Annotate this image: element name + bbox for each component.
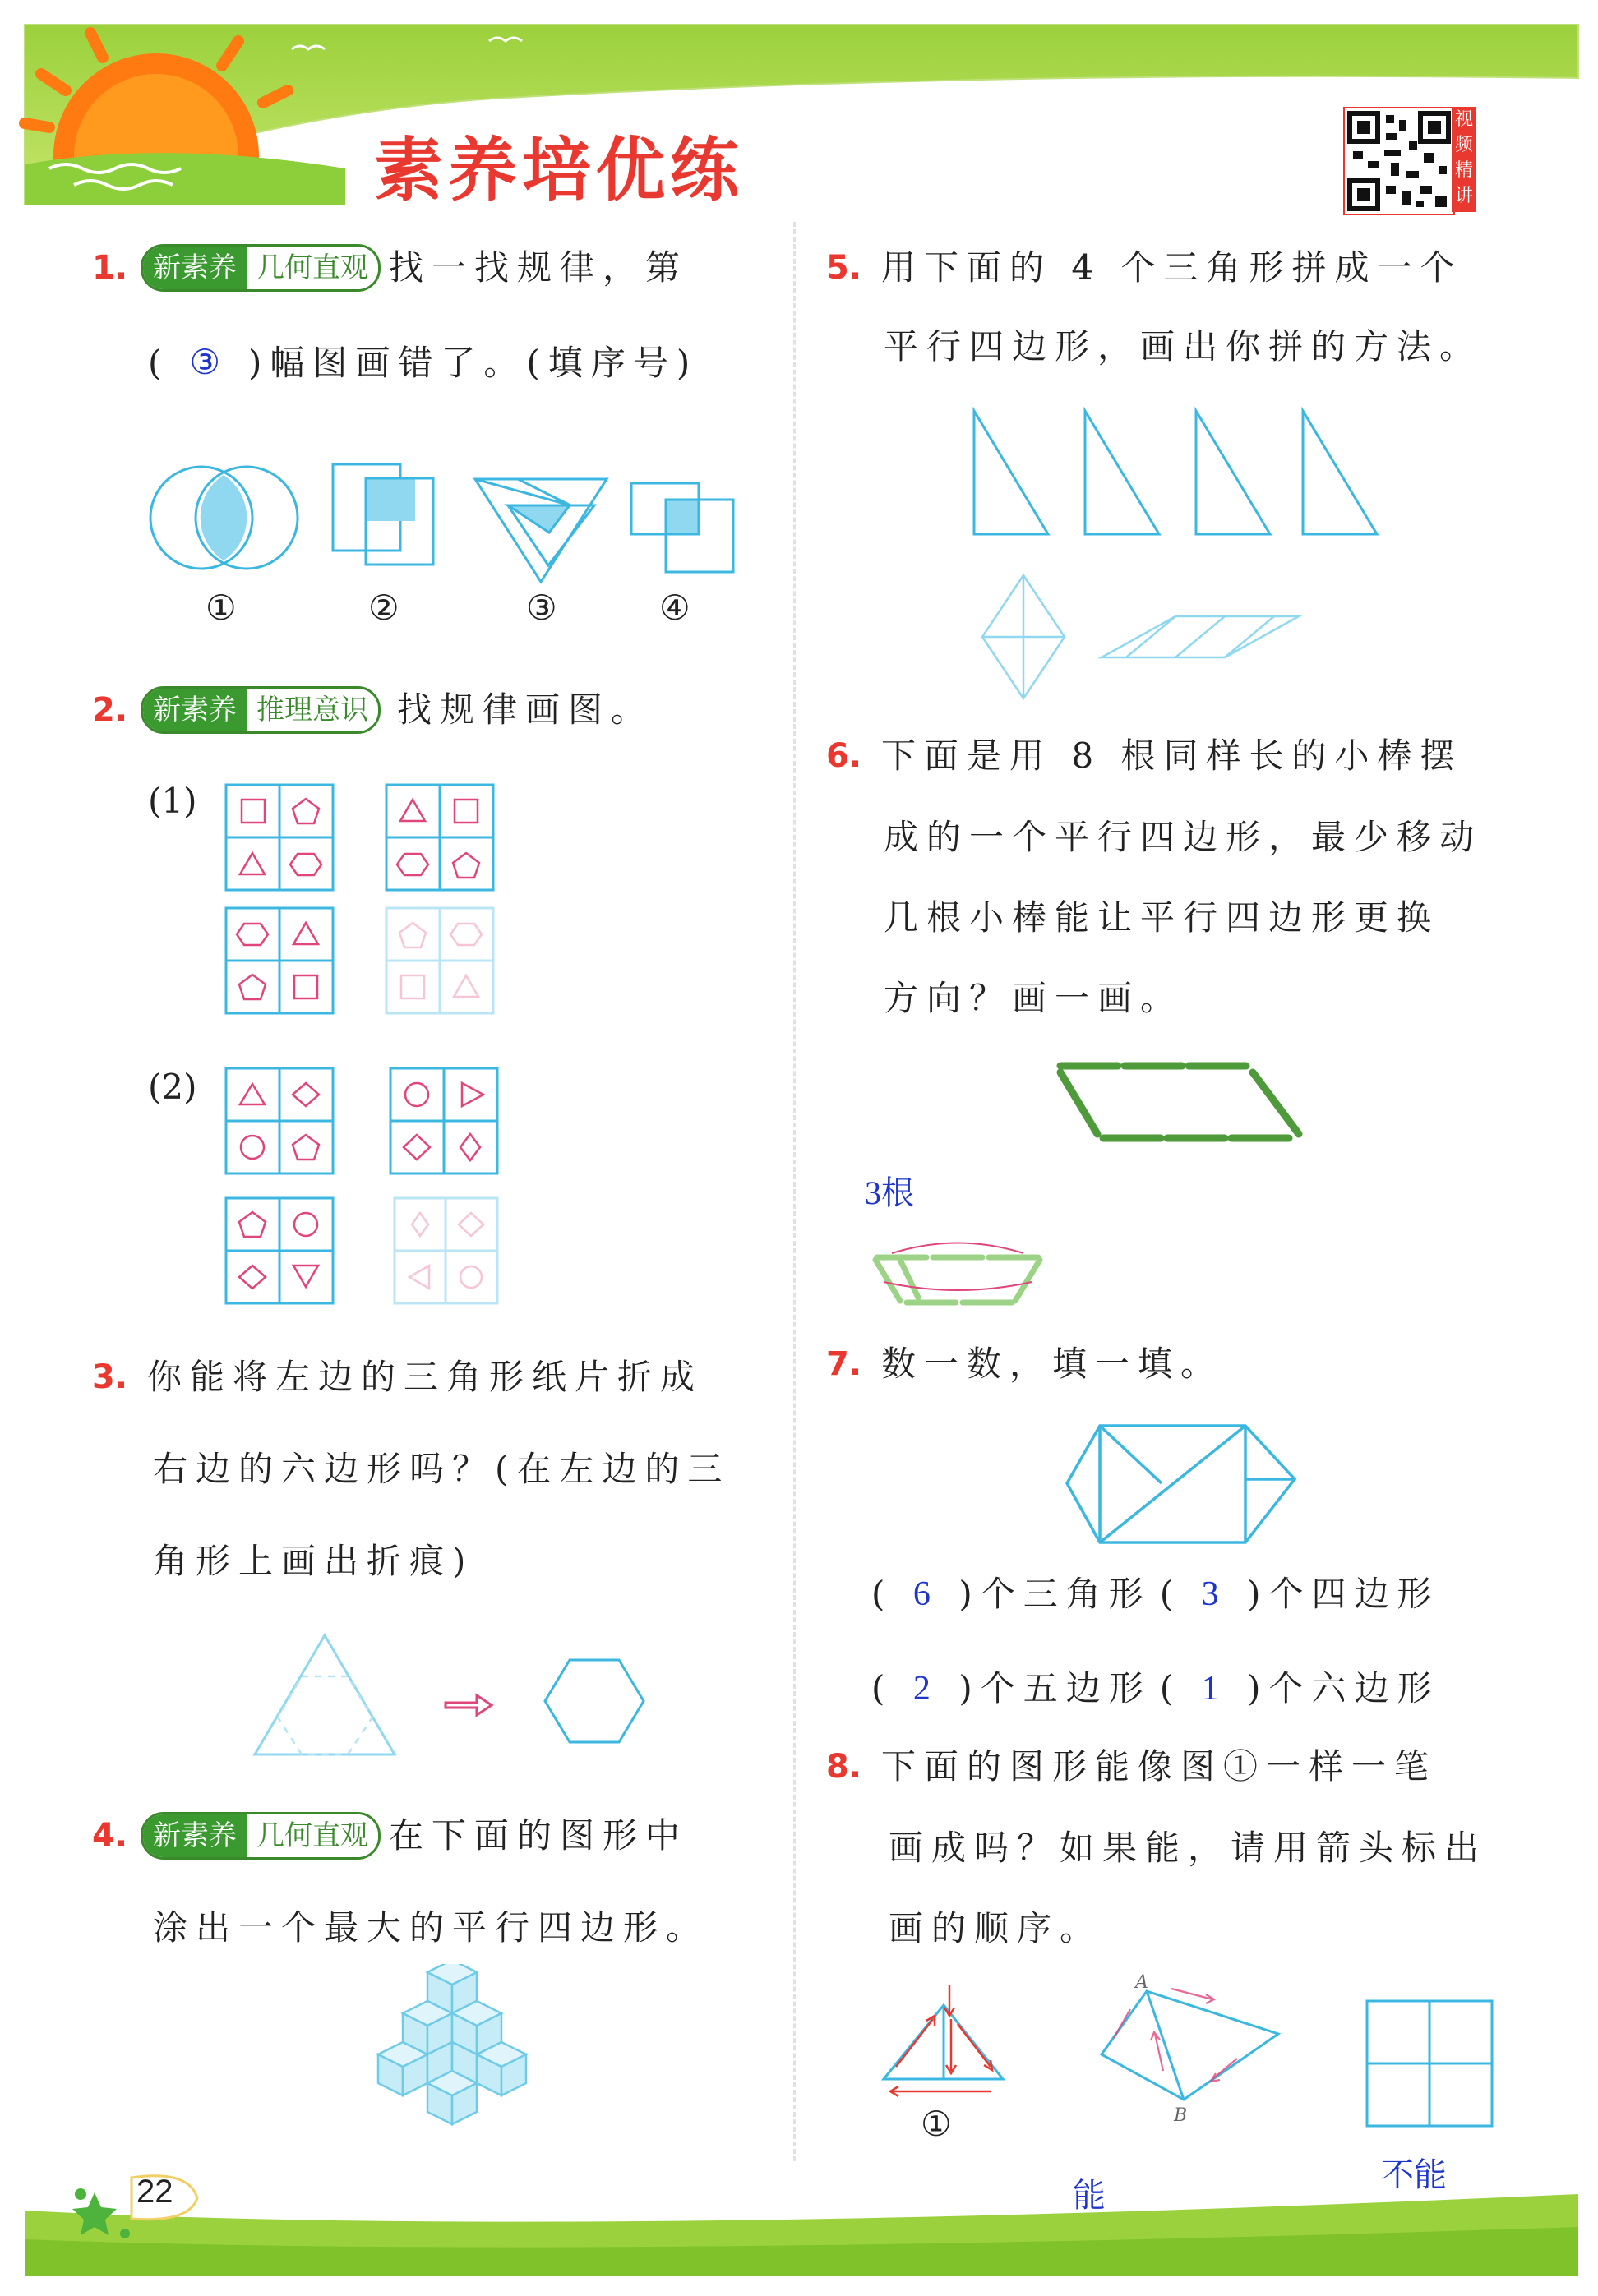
q1-paren-open: (	[148, 343, 170, 383]
q7-hexagons-label: )个六边形	[1247, 1668, 1440, 1708]
q6-line-3: 几根小棒能让平行四边形更换	[884, 897, 1440, 938]
q8-fig-label: ①	[921, 2104, 952, 2144]
q7-pentagons-label: )个五边形	[958, 1668, 1152, 1708]
q8-answer-1[interactable]: 能	[1073, 2177, 1106, 2214]
q6-number: 6.	[826, 737, 862, 775]
q1-tag-topic: 几何直观	[247, 247, 378, 289]
q5-prompt	[826, 222, 1482, 380]
q1-tag-label: 新素养	[143, 247, 247, 289]
q5-triangles	[954, 403, 1381, 707]
q7-quadrilaterals-label: )个四边形	[1247, 1574, 1440, 1614]
q7-paren-1: (	[871, 1574, 894, 1614]
q4-line-1: 在下面的图形中	[389, 1815, 689, 1856]
q3-line-1: 你能将左边的三角形纸片折成	[147, 1357, 704, 1397]
q3-figures	[247, 1631, 658, 1763]
q4-tag-label: 新素养	[143, 1814, 247, 1857]
q4-tag-topic: 几何直观	[247, 1814, 378, 1857]
q8-figures	[875, 1976, 1566, 2141]
qr-code-icon[interactable]	[1343, 107, 1455, 215]
q1-label-4: ④	[659, 588, 690, 628]
q1-prompt	[92, 222, 688, 314]
q3-line-2: 右边的六边形吗？(在左边的三	[153, 1449, 731, 1489]
q1-number: 1.	[92, 249, 128, 287]
q3-number: 3.	[92, 1358, 128, 1396]
q4-cube-figure	[370, 1964, 534, 2128]
q7-pentagons-answer[interactable]: 2	[912, 1670, 939, 1708]
column-divider	[793, 222, 796, 2161]
q1-text: 找一找规律，第	[389, 247, 689, 288]
q2-tag-topic: 推理意识	[247, 689, 378, 731]
q1-label-1: ①	[206, 588, 237, 628]
q7-number: 7.	[826, 1345, 862, 1383]
q3-prompt	[92, 1331, 730, 1607]
q4-number: 4.	[92, 1817, 128, 1855]
q8-answer-2[interactable]: 不能	[1381, 2156, 1447, 2193]
q7-text: 数一数，填一填。	[881, 1344, 1224, 1384]
q6-line-4: 方向？画一画。	[884, 978, 1184, 1018]
q8-point-b: B	[1174, 2105, 1188, 2126]
q1-label-2: ②	[368, 588, 400, 628]
q1-answer-line	[148, 317, 698, 409]
q6-stick-parallelogram	[1052, 1056, 1315, 1146]
q8-line-3: 画的顺序。	[889, 1908, 1103, 1948]
q2-number: 2.	[92, 691, 128, 729]
q7-paren-2: (	[1159, 1574, 1182, 1614]
q5-line-1: 用下面的 4 个三角形拼成一个	[881, 247, 1463, 288]
q2-prompt	[92, 664, 654, 756]
q7-triangles-label: )个三角形	[958, 1574, 1152, 1614]
q7-paren-4: (	[1159, 1668, 1182, 1708]
q2-grids	[222, 781, 510, 1307]
q5-answer-sketches	[982, 575, 1299, 698]
q6-line-1: 下面是用 8 根同样长的小棒摆	[881, 735, 1463, 776]
q7-triangles-answer[interactable]: 6	[912, 1575, 939, 1613]
q4-tag	[141, 1812, 381, 1860]
q6-answer[interactable]: 3根	[865, 1174, 914, 1211]
q8-point-a: A	[1135, 1972, 1148, 1993]
q8-arrows-fig2	[1114, 1989, 1237, 2082]
q2-part-2: (2)	[148, 1067, 197, 1107]
q7-hexagons-answer[interactable]: 1	[1201, 1670, 1227, 1708]
q3-line-3: 角形上画出折痕)	[153, 1541, 474, 1581]
q7-prompt	[826, 1323, 1223, 1405]
q2-text: 找规律画图。	[397, 689, 654, 730]
q4-line-2: 涂出一个最大的平行四边形。	[153, 1907, 709, 1948]
q2-tag-label: 新素养	[143, 689, 247, 731]
q6-answer-sketch	[867, 1237, 1065, 1311]
q1-tag	[141, 244, 381, 292]
right-arrow-icon	[446, 1695, 492, 1715]
q6-prompt	[826, 715, 1482, 1039]
section-title: 素养培优练	[374, 130, 745, 210]
q8-line-1: 下面的图形能像图①一样一笔	[881, 1746, 1438, 1787]
q5-number: 5.	[826, 249, 862, 287]
q7-quadrilaterals-answer[interactable]: 3	[1201, 1575, 1227, 1613]
page-number: 22	[136, 2174, 173, 2210]
q7-row-2	[871, 1656, 1440, 1722]
q4-prompt	[92, 1790, 709, 1974]
q7-row-1	[871, 1561, 1440, 1627]
q8-prompt	[826, 1726, 1487, 1969]
q5-line-2: 平行四边形，画出你拼的方法。	[884, 326, 1483, 367]
q7-figure	[1060, 1418, 1307, 1549]
q1-label-3: ③	[526, 588, 557, 628]
q8-number: 8.	[826, 1748, 862, 1786]
qr-video-label: 视频精讲	[1452, 107, 1476, 212]
q1-answer[interactable]: ③	[189, 344, 229, 382]
q6-line-2: 成的一个平行四边形，最少移动	[884, 817, 1483, 857]
q7-paren-3: (	[871, 1668, 894, 1708]
q2-part-1: (1)	[148, 781, 197, 821]
footer-banner	[0, 2161, 1598, 2296]
q8-line-2: 画成吗？如果能，请用箭头标出	[889, 1828, 1488, 1868]
q2-tag	[141, 686, 381, 734]
q1-text-2: )幅图画错了。(填序号)	[248, 343, 699, 383]
